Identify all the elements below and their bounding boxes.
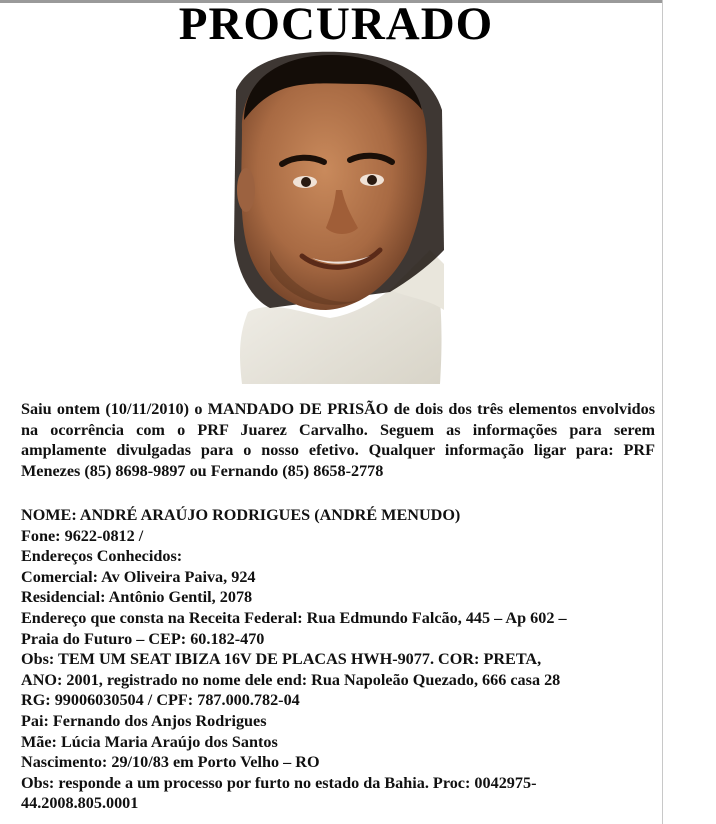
detail-line-process-cont: 44.2008.805.0001 <box>21 794 139 813</box>
detail-line-addresses-heading: Endereços Conhecidos: <box>21 547 183 566</box>
poster-title: PROCURADO <box>178 0 494 50</box>
detail-line-vehicle: Obs: TEM UM SEAT IBIZA 16V DE PLACAS HWH-9077. COR: PRETA, <box>21 650 542 669</box>
detail-line-process: Obs: responde a um processo por furto no estado da Bahia. Proc: 0042975- <box>21 773 537 792</box>
detail-line-commercial: Comercial: Av Oliveira Paiva, 924 <box>21 567 256 586</box>
detail-line-residential: Residencial: Antônio Gentil, 2078 <box>21 588 253 607</box>
detail-line-name: NOME: ANDRÉ ARAÚJO RODRIGUES (ANDRÉ MENUDO) <box>21 506 461 524</box>
detail-line-documents: RG: 99006030504 / CPF: 787.000.782-04 <box>21 691 300 710</box>
detail-line-birth: Nascimento: 29/10/83 em Porto Velho – RO <box>21 753 320 772</box>
suspect-photo <box>230 50 444 384</box>
detail-line-receita-address: Endereço que consta na Receita Federal: Rua Edmundo Falcão, 445 – Ap 602 – <box>21 608 567 627</box>
detail-line-phone: Fone: 9622-0812 / <box>21 526 144 545</box>
detail-line-father: Pai: Fernando dos Anjos Rodrigues <box>21 711 267 730</box>
detail-line-receita-address-cont: Praia do Futuro – CEP: 60.182-470 <box>21 629 265 648</box>
intro-paragraph: Saiu ontem (10/11/2010) o MANDADO DE PRISÃO de dois dos três elementos envolvidos na ocorrência com o PRF Juarez Carvalho. Seguem as informações para serem amplamente divulgadas para o nosso efetivo. Qualquer informação ligar para: PRF Menezes (85) 8698-9897 ou Fernando (85) 8658-2778 <box>21 400 655 480</box>
suspect-details <box>21 505 671 814</box>
detail-line-mother: Mãe: Lúcia Maria Araújo dos Santos <box>21 732 278 751</box>
detail-line-vehicle-cont: ANO: 2001, registrado no nome dele end: Rua Napoleão Quezado, 666 casa 28 <box>21 670 561 689</box>
